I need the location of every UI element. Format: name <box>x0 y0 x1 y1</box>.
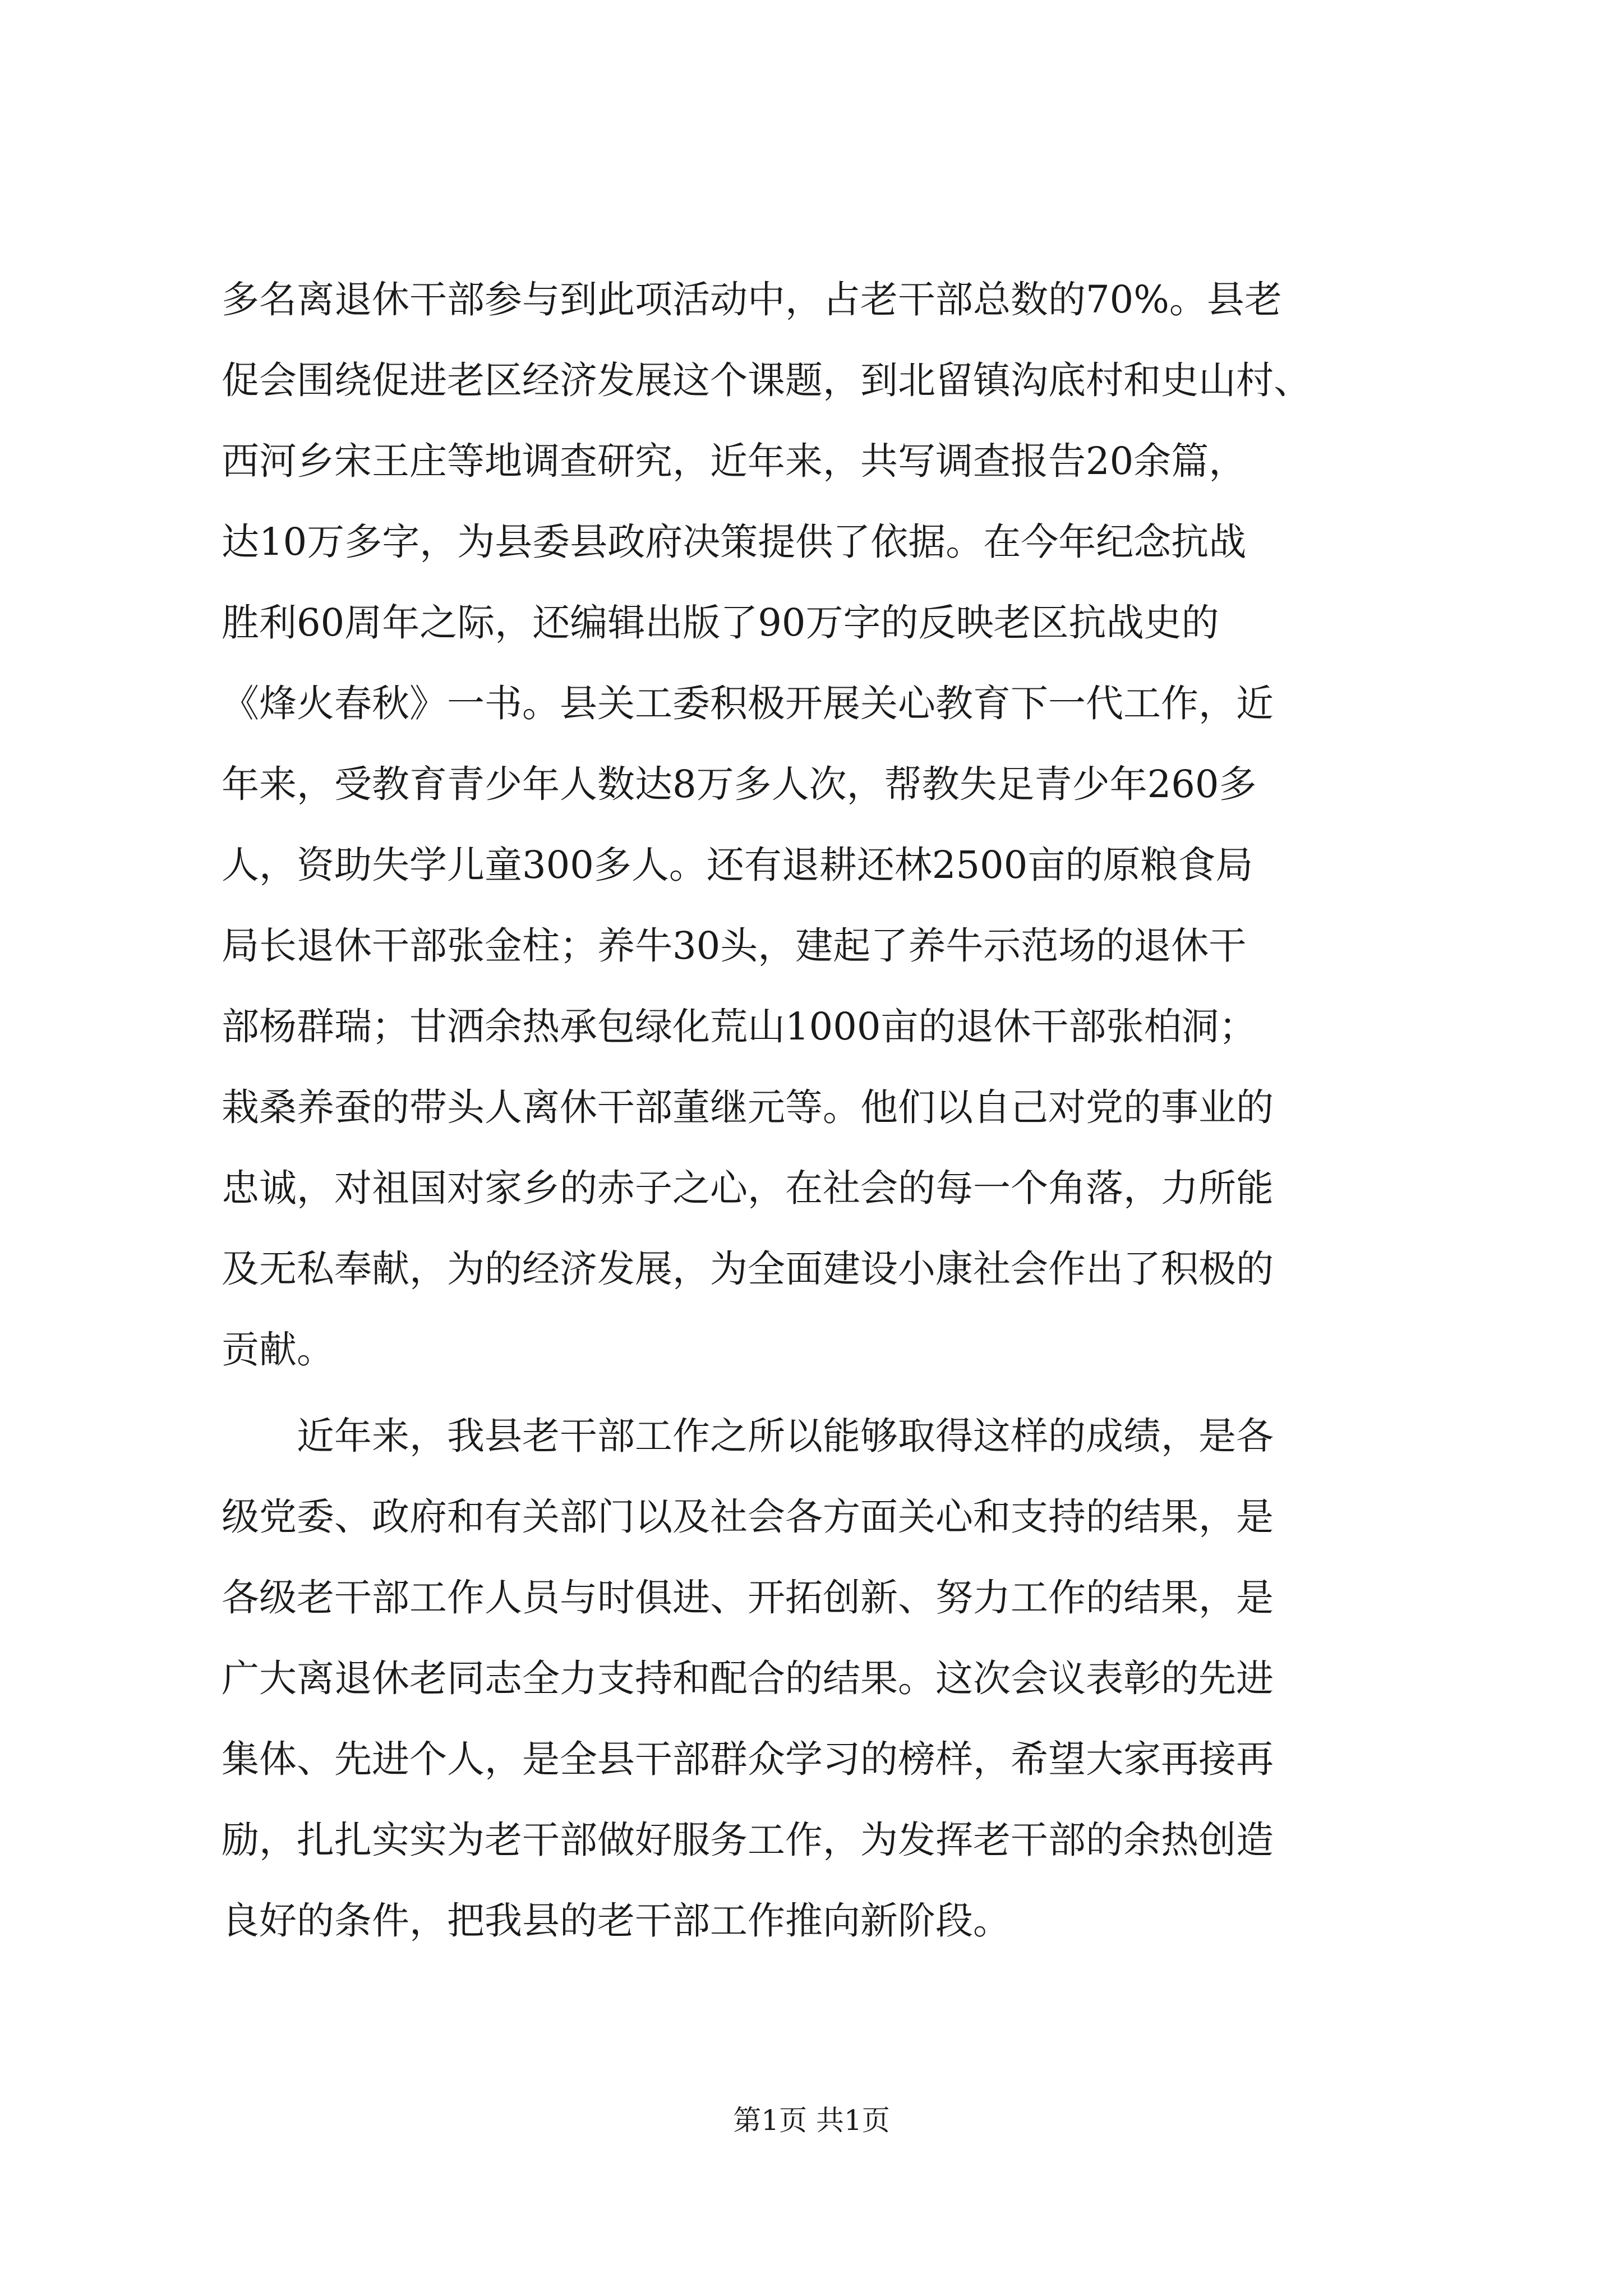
text-line: 集体、先进个人，是全县干部群众学习的榜样，希望大家再接再 <box>222 1737 1274 1781</box>
text-line: 达10万多字，为县委县政府决策提供了依据。在今年纪念抗战 <box>222 520 1247 564</box>
paragraph-2 <box>222 1396 1416 1961</box>
text-line: 《烽火春秋》一书。县关工委积极开展关心教育下一代工作，近 <box>222 682 1274 725</box>
page-number: 第1页 共1页 <box>733 2104 890 2137</box>
text-line: 促会围绕促进老区经济发展这个课题，到北留镇沟底村和史山村、 <box>222 358 1311 402</box>
text-line: 各级老干部工作人员与时俱进、开拓创新、努力工作的结果，是 <box>222 1576 1274 1619</box>
page-footer <box>0 2098 1623 2138</box>
document-body <box>222 259 1416 1961</box>
text-line: 忠诚，对祖国对家乡的赤子之心，在社会的每一个角落，力所能 <box>222 1166 1274 1210</box>
text-line: 级党委、政府和有关部门以及社会各方面关心和支持的结果，是 <box>222 1495 1274 1539</box>
text-line: 励，扎扎实实为老干部做好服务工作，为发挥老干部的余热创造 <box>222 1818 1274 1862</box>
text-line: 近年来，我县老干部工作之所以能够取得这样的成绩，是各 <box>297 1414 1274 1458</box>
text-line: 人，资助失学儿童300多人。还有退耕还林2500亩的原粮食局 <box>222 843 1253 887</box>
paragraph-gap <box>222 1390 1416 1396</box>
text-line: 部杨群瑞；甘洒余热承包绿化荒山1000亩的退休干部张柏洞； <box>222 1005 1257 1048</box>
text-line: 栽桑养蚕的带头人离休干部董继元等。他们以自己对党的事业的 <box>222 1085 1274 1129</box>
text-line: 贡献。 <box>222 1328 334 1372</box>
text-line: 胜利60周年之际，还编辑出版了90万字的反映老区抗战史的 <box>222 601 1219 645</box>
text-line: 良好的条件，把我县的老干部工作推向新阶段。 <box>222 1899 1011 1943</box>
text-line: 西河乡宋王庄等地调查研究，近年来，共写调查报告20余篇， <box>222 439 1247 483</box>
paragraph-1 <box>222 259 1416 1390</box>
text-line: 局长退休干部张金柱；养牛30头，建起了养牛示范场的退休干 <box>222 924 1247 968</box>
text-line: 广大离退休老同志全力支持和配合的结果。这次会议表彰的先进 <box>222 1657 1274 1700</box>
text-line: 及无私奉献，为的经济发展，为全面建设小康社会作出了积极的 <box>222 1247 1274 1291</box>
text-line: 年来，受教育青少年人数达8万多人次，帮教失足青少年260多 <box>222 762 1257 806</box>
text-line: 多名离退休干部参与到此项活动中，占老干部总数的70%。县老 <box>222 278 1282 321</box>
